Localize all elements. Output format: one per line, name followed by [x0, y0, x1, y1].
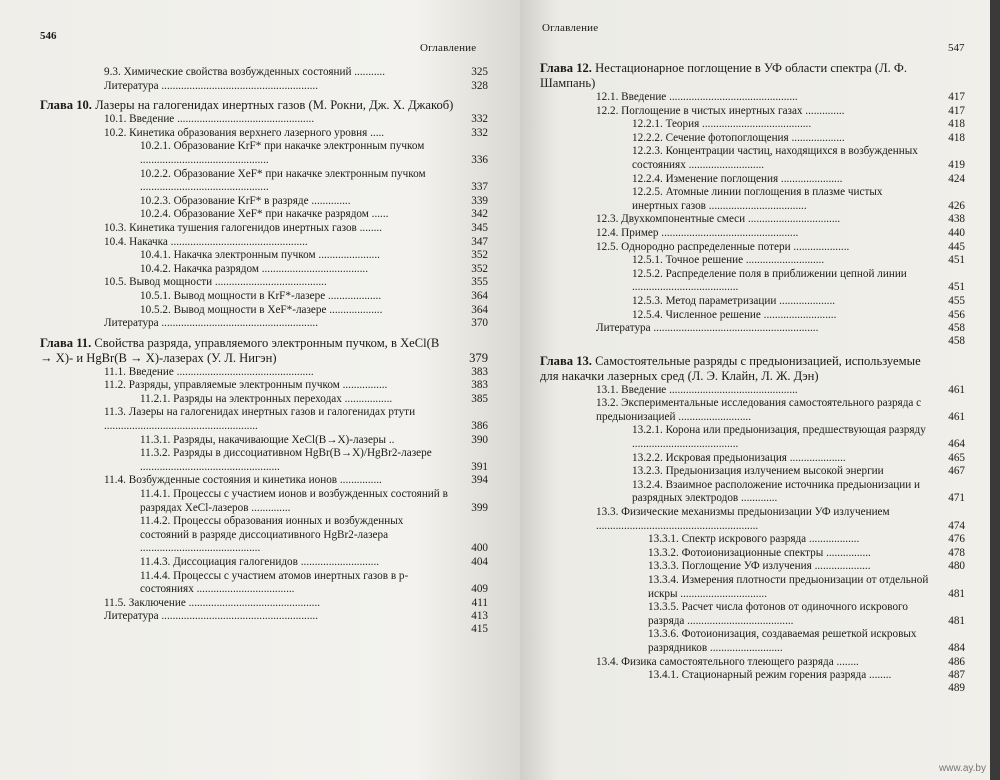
toc-entry — [540, 295, 965, 309]
entry-page: 415 — [471, 623, 488, 636]
entry-page: 438 — [948, 213, 965, 226]
toc-entry — [40, 290, 488, 304]
entry-title: 11.4.1. Процессы с участием ионов и возбужденных состояний в разрядах XeCl-лазеров .............. — [140, 488, 448, 514]
entry-page: 455 — [948, 294, 965, 307]
entry-title: 12.3. Двухкомпонентные смеси ................................. — [596, 213, 841, 226]
toc-left — [40, 66, 488, 637]
entry-title: 11.2.1. Разряды на электронных переходах ................. — [140, 392, 393, 405]
entry-title: Нестационарное поглощение в УФ области спектра (Л. Ф. Шампань) — [540, 61, 908, 90]
toc-entry — [40, 236, 488, 250]
toc-entry — [40, 474, 488, 488]
entry-title: 11.4. Возбужденные состояния и кинетика ионов ............... — [104, 474, 382, 487]
entry-page: 345 — [471, 221, 488, 234]
toc-entry — [540, 186, 965, 213]
toc-entry — [40, 434, 488, 448]
running-head: Оглавление — [420, 42, 477, 54]
entry-title: 11.4.2. Процессы образования ионных и возбужденных состояний в разряде диссоциативного HgBr2-лазера ........................................... — [140, 515, 404, 555]
entry-title: 13.4. Физика самостоятельного тлеющего разряда ........ — [596, 655, 859, 668]
toc-entry — [540, 213, 965, 227]
entry-title: 13.3.6. Фотоионизация, создаваемая решеткой искровых разрядников .......................... — [648, 628, 917, 654]
entry-title: 10.2.4. Образование XeF* при накачке разрядом ...... — [140, 208, 389, 221]
toc-entry — [540, 533, 965, 547]
entry-page: 400 — [471, 542, 488, 555]
toc-entry — [40, 317, 488, 331]
toc-chapter — [540, 61, 965, 91]
toc-entry — [40, 393, 488, 407]
entry-page: 404 — [471, 556, 488, 568]
entry-title: 9.3. Химические свойства возбужденных состояний ........... — [104, 66, 386, 78]
toc-chapter — [40, 98, 488, 113]
toc-entry — [40, 66, 488, 80]
entry-page: 481 — [948, 587, 965, 600]
entry-page: 332 — [471, 113, 488, 126]
toc-entry — [540, 91, 965, 105]
toc-chapter — [540, 354, 965, 384]
entry-title: 12.1. Введение .............................................. — [596, 91, 798, 103]
entry-page: 370 — [471, 317, 488, 330]
toc-entry — [40, 556, 488, 570]
entry-page: 456 — [948, 308, 965, 321]
page-number: 546 — [40, 30, 57, 42]
entry-page: 426 — [948, 199, 965, 212]
entry-page: 478 — [948, 546, 965, 559]
entry-page: 339 — [471, 194, 488, 207]
entry-title: 10.4.2. Накачка разрядом ...................................... — [140, 262, 368, 275]
entry-page: 418 — [948, 118, 965, 131]
entry-title: 10.2.1. Образование KrF* при накачке электронным пучком .............................................. — [140, 140, 425, 166]
entry-page: 474 — [948, 519, 965, 532]
entry-title: 12.2.4. Изменение поглощения ...................... — [632, 172, 843, 185]
entry-title: 12.5.2. Распределение поля в приближении цепной линии ...................................... — [632, 267, 907, 294]
entry-page: 394 — [471, 474, 488, 487]
entry-title: 12.4. Пример ................................................. — [596, 226, 799, 239]
entry-page: 445 — [948, 240, 965, 253]
entry-page: 461 — [948, 383, 965, 396]
entry-page: 355 — [471, 276, 488, 289]
toc-entry — [40, 263, 488, 277]
toc-entry — [40, 208, 488, 222]
toc-entry — [540, 479, 965, 506]
toc-entry — [540, 118, 965, 132]
entry-title: 11.1. Введение ................................................. — [104, 365, 314, 378]
toc-entry — [540, 173, 965, 187]
entry-title: 12.2.3. Концентрации частиц, находящихся в возбужденных состояниях ........................... — [632, 145, 918, 171]
toc-entry — [540, 560, 965, 574]
entry-page: 471 — [948, 492, 965, 505]
entry-title: 12.2.2. Сечение фотопоглощения ................... — [632, 131, 845, 144]
book-edge — [990, 0, 1000, 780]
entry-page: 458 — [948, 322, 965, 335]
entry-title: 13.2. Экспериментальные исследования самостоятельного разряда с предыонизацией .......................... — [596, 397, 922, 423]
toc-entry — [40, 488, 488, 515]
entry-page: 424 — [948, 172, 965, 185]
right-page — [520, 0, 990, 780]
entry-title: Литература ........................................................... — [596, 322, 819, 335]
entry-page: 352 — [471, 249, 488, 262]
entry-page: 364 — [471, 289, 488, 302]
toc-entry — [540, 452, 965, 466]
toc-entry — [540, 227, 965, 241]
entry-page: 489 — [948, 682, 965, 695]
entry-page: 332 — [471, 126, 488, 139]
entry-page: 352 — [471, 262, 488, 275]
entry-title: 13.1. Введение .............................................. — [596, 383, 798, 396]
entry-title: 10.2. Кинетика образования верхнего лазерного уровня ..... — [104, 126, 385, 139]
toc-entry — [540, 601, 965, 628]
toc-entry — [540, 241, 965, 255]
toc-entry — [40, 80, 488, 94]
toc-entry — [540, 656, 965, 670]
toc-entry — [40, 447, 488, 474]
entry-title: 11.4.3. Диссоциация галогенидов ............................ — [140, 556, 380, 568]
toc-entry — [540, 254, 965, 268]
entry-page: 467 — [948, 465, 965, 478]
entry-page: 487 — [948, 669, 965, 682]
entry-page: 385 — [471, 392, 488, 405]
entry-page: 481 — [948, 614, 965, 627]
entry-page: 476 — [948, 533, 965, 546]
entry-page: 458 — [948, 335, 965, 348]
entry-page: 461 — [948, 410, 965, 423]
toc-entry — [40, 624, 488, 637]
entry-title: 10.4.1. Накачка электронным пучком ...................... — [140, 249, 380, 262]
toc-entry — [540, 322, 965, 336]
entry-page: 336 — [471, 153, 488, 166]
entry-page: 418 — [948, 131, 965, 144]
entry-title: 11.3.1. Разряды, накачивающие XeCl(B→X)-лазеры .. — [140, 433, 395, 446]
entry-title: Литература ........................................................ — [104, 610, 319, 623]
entry-page: 417 — [948, 104, 965, 117]
toc-entry — [40, 515, 488, 556]
entry-title: 11.5. Заключение ............................................... — [104, 596, 321, 609]
entry-page: 464 — [948, 438, 965, 451]
toc-entry — [540, 574, 965, 601]
entry-title: 12.5. Однородно распределенные потери .................... — [596, 240, 850, 253]
entry-title: 13.4.1. Стационарный режим горения разряда ........ — [648, 669, 892, 682]
toc-entry — [540, 424, 965, 451]
entry-title: 10.2.3. Образование KrF* в разряде .............. — [140, 194, 351, 207]
toc-entry — [40, 304, 488, 318]
entry-title: 13.3.2. Фотоионизационные спектры ................ — [648, 546, 871, 559]
entry-title: 11.3. Лазеры на галогенидах инертных газов и галогенидах ртути ....................................................... — [104, 406, 416, 433]
entry-title: 13.3. Физические механизмы предыонизации УФ излучением .......................................................... — [596, 506, 890, 532]
entry-page: 413 — [471, 610, 488, 623]
entry-title: 13.2.4. Взаимное расположение источника предыонизации и разрядных электродов ............. — [632, 478, 921, 505]
entry-page: 390 — [471, 433, 488, 446]
toc-entry — [540, 683, 965, 696]
toc-entry — [540, 268, 965, 295]
entry-page: 484 — [948, 641, 965, 654]
toc-entry — [540, 506, 965, 533]
entry-title: 12.2. Поглощение в чистых инертных газах .............. — [596, 104, 845, 117]
toc-entry — [40, 168, 488, 195]
toc-entry — [540, 132, 965, 146]
chapter-label: Глава 11. — [40, 335, 95, 350]
entry-page: 383 — [471, 365, 488, 378]
entry-title: 11.2. Разряды, управляемые электронным пучком ................ — [104, 379, 388, 392]
toc-entry — [540, 145, 965, 172]
entry-page: 391 — [471, 460, 488, 473]
toc-entry — [540, 105, 965, 119]
entry-title: 10.1. Введение ................................................. — [104, 113, 315, 126]
chapter-label: Глава 12. — [540, 61, 596, 75]
entry-page: 440 — [948, 226, 965, 239]
entry-title: 13.3.1. Спектр искрового разряда .................. — [648, 533, 860, 546]
toc-entry — [540, 628, 965, 655]
entry-title: 13.2.2. Искровая предыонизация .................... — [632, 451, 846, 464]
entry-page: 325 — [471, 66, 488, 78]
entry-title: 10.5.2. Вывод мощности в XeF*-лазере ................... — [140, 303, 383, 316]
toc-entry — [40, 195, 488, 209]
entry-page: 337 — [471, 181, 488, 194]
entry-title: 12.2.1. Теория ....................................... — [632, 118, 812, 131]
toc-entry — [540, 669, 965, 683]
entry-title: 12.5.4. Численное решение .......................... — [632, 308, 837, 321]
entry-page: 347 — [471, 235, 488, 248]
watermark: www.ay.by — [938, 763, 986, 774]
entry-page: 386 — [471, 420, 488, 433]
entry-title: 10.5.1. Вывод мощности в KrF*-лазере ................... — [140, 289, 382, 302]
toc-right — [540, 56, 965, 696]
entry-page: 417 — [948, 91, 965, 103]
toc-entry — [40, 222, 488, 236]
entry-title: 11.3.2. Разряды в диссоциативном HgBr(B→X)/HgBr2-лазере .................................................. — [140, 447, 432, 473]
entry-page: 480 — [948, 560, 965, 573]
entry-title: Литература ........................................................ — [104, 317, 319, 330]
entry-page: 379 — [469, 350, 488, 365]
toc-entry — [540, 336, 965, 349]
page-number: 547 — [948, 42, 965, 54]
toc-entry — [40, 127, 488, 141]
entry-title: 10.4. Накачка ................................................. — [104, 235, 308, 248]
entry-title: 10.2.2. Образование XeF* при накачке электронным пучком .............................................. — [140, 167, 426, 194]
entry-page: 465 — [948, 451, 965, 464]
entry-page: 419 — [948, 158, 965, 171]
entry-page: 451 — [948, 254, 965, 267]
entry-title: 12.5.3. Метод параметризации .................... — [632, 294, 836, 307]
toc-chapter — [40, 336, 488, 366]
entry-title: Самостоятельные разряды с предыонизацией, используемые для накачки лазерных сред (Л. Э. Клайн, Л. Ж. Дэн) — [540, 353, 921, 383]
toc-entry — [40, 610, 488, 624]
entry-title: 10.5. Вывод мощности ........................................ — [104, 276, 327, 289]
entry-page: 364 — [471, 303, 488, 316]
entry-page: 411 — [471, 596, 488, 609]
entry-page: 399 — [471, 501, 488, 514]
toc-entry — [40, 113, 488, 127]
entry-page: 383 — [471, 379, 488, 392]
toc-entry — [540, 384, 965, 398]
entry-title: 13.2.1. Корона или предыонизация, предшествующая разряду ...................................... — [632, 424, 926, 451]
toc-entry — [40, 379, 488, 393]
entry-page: 328 — [471, 79, 488, 92]
toc-entry — [540, 309, 965, 323]
toc-entry — [40, 366, 488, 380]
toc-entry — [40, 276, 488, 290]
toc-entry — [40, 406, 488, 433]
entry-title: 13.3.5. Расчет числа фотонов от одиночного искрового разряда ...................................... — [648, 601, 908, 627]
entry-title: 11.4.4. Процессы с участием атомов инертных газов в p-состояниях ................................... — [140, 569, 409, 596]
running-head: Оглавление — [542, 22, 599, 34]
entry-page: 409 — [471, 583, 488, 596]
entry-title: Лазеры на галогенидах инертных газов (М. Рокни, Дж. Х. Джакоб) — [95, 98, 454, 113]
entry-page: 451 — [948, 281, 965, 294]
chapter-label: Глава 10. — [40, 98, 96, 113]
toc-entry — [540, 547, 965, 561]
entry-title: 10.3. Кинетика тушения галогенидов инертных газов ........ — [104, 221, 383, 234]
toc-entry — [40, 597, 488, 611]
entry-title: Свойства разряда, управляемого электронным пучком, в XeCl(B → X)- и HgBr(B → X)-лазерах (У. Л. Нигэн) — [40, 335, 440, 365]
entry-title: Литература ........................................................ — [104, 79, 319, 92]
entry-title: 13.3.3. Поглощение УФ излучения .................... — [648, 560, 871, 573]
toc-entry — [540, 465, 965, 479]
entry-page: 486 — [948, 655, 965, 668]
toc-entry — [40, 249, 488, 263]
entry-title: 12.2.5. Атомные линии поглощения в плазме чистых инертных газов ................................... — [632, 186, 883, 212]
toc-entry — [40, 140, 488, 167]
entry-page: 342 — [471, 208, 488, 221]
entry-title: 13.2.3. Предыонизация излучением высокой энергии — [632, 465, 884, 478]
chapter-label: Глава 13. — [540, 353, 596, 368]
entry-title: 12.5.1. Точное решение ............................ — [632, 254, 825, 267]
toc-entry — [40, 570, 488, 597]
entry-title: 13.3.4. Измерения плотности предыонизации от отдельной искры ............................... — [648, 574, 929, 600]
toc-entry — [540, 397, 965, 424]
